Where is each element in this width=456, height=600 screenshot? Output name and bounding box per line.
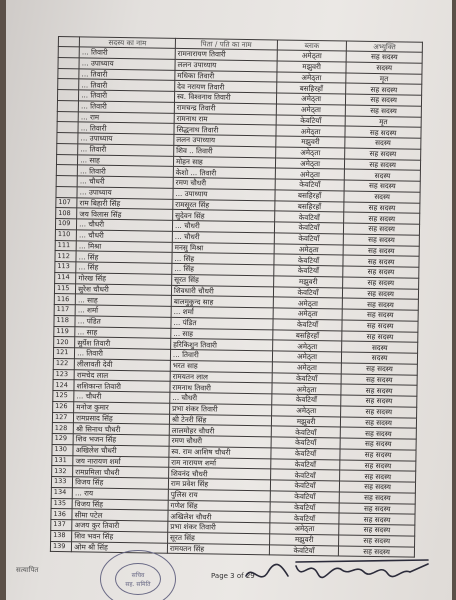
block-name: मझुवरी bbox=[273, 276, 343, 288]
father-name: शिवनंद चौधरी bbox=[169, 468, 271, 480]
serial-number: 135 bbox=[51, 498, 72, 509]
member-status: सह सदस्य bbox=[339, 535, 415, 547]
block-name: अमेठ्ता bbox=[272, 362, 342, 374]
serial-number bbox=[57, 111, 78, 122]
block-name: केवटियाँ bbox=[271, 448, 341, 460]
member-status: सह सदस्य bbox=[339, 545, 415, 557]
member-name: ... चौधरी bbox=[77, 176, 173, 188]
serial-number bbox=[58, 79, 79, 90]
member-status: सह सदस्य bbox=[343, 255, 419, 267]
father-name: स्व. विश्वनाथ तिवारी bbox=[174, 91, 276, 103]
father-name: पुलिस राय bbox=[168, 489, 270, 501]
father-name: रामनारायण तिवारी bbox=[175, 48, 277, 60]
block-name: केवटियाँ bbox=[270, 469, 340, 481]
member-status: सह सदस्य bbox=[343, 288, 419, 300]
member-status: सह सदस्य bbox=[344, 234, 420, 246]
serial-number: 136 bbox=[51, 509, 72, 520]
member-status: सह सदस्य bbox=[341, 427, 417, 439]
block-name: बसहिरहाँ bbox=[276, 82, 346, 94]
member-status: सह सदस्य bbox=[341, 416, 417, 428]
member-status: सह सदस्य bbox=[343, 298, 419, 310]
block-name: केवटियाँ bbox=[275, 179, 345, 191]
block-name: अमेठ्ता bbox=[271, 405, 341, 417]
member-name: ... सिंह bbox=[76, 262, 172, 274]
serial-number bbox=[56, 165, 77, 176]
father-name: ... शर्मा bbox=[171, 306, 273, 318]
father-name: मधिका तिवारी bbox=[175, 70, 277, 82]
father-name: ... साह bbox=[171, 328, 273, 340]
member-name: ... तिवारी bbox=[78, 144, 174, 156]
father-name: ... चौधरी bbox=[172, 220, 274, 232]
father-name: सुदेवन सिंह bbox=[173, 210, 275, 222]
father-name: ललन उपाध्याय bbox=[174, 134, 276, 146]
member-status: सह सदस्य bbox=[346, 51, 422, 63]
father-name: बालमुकुन्द साह bbox=[171, 296, 273, 308]
member-status: मृत bbox=[346, 73, 422, 85]
block-name: बसहिरहाँ bbox=[275, 200, 345, 212]
father-name: रामयतन सिंह bbox=[167, 543, 269, 555]
document-page bbox=[6, 0, 452, 600]
serial-number: 109 bbox=[55, 218, 76, 229]
serial-number: 111 bbox=[55, 240, 76, 251]
serial-number: 131 bbox=[52, 455, 73, 466]
member-name: ... तिवारी bbox=[75, 348, 171, 360]
father-name: शिवधारी चौधरी bbox=[171, 285, 273, 297]
block-name: अमेठ्ता bbox=[273, 308, 343, 320]
member-status: सह सदस्य bbox=[346, 94, 422, 106]
block-name: केवटियाँ bbox=[273, 319, 343, 331]
member-status: सह सदस्य bbox=[341, 406, 417, 418]
member-name: शिव भजन सिंह bbox=[73, 434, 169, 446]
member-name: ... तिवारी bbox=[79, 47, 175, 59]
block-name: केवटियाँ bbox=[271, 458, 341, 470]
member-status: सदस्य bbox=[345, 137, 421, 149]
member-name: विजय सिंह bbox=[72, 498, 168, 510]
father-name: ... सिंह bbox=[172, 263, 274, 275]
col-status-header: अभ्युक्ति bbox=[347, 41, 423, 52]
member-name: ओम श्री सिंह bbox=[72, 541, 168, 553]
member-status: सदस्य bbox=[342, 341, 418, 353]
serial-number: 114 bbox=[55, 272, 76, 283]
member-status: सह सदस्य bbox=[342, 363, 418, 375]
member-name: मनोज कुमार bbox=[74, 402, 170, 414]
father-name: रामयतन लाल bbox=[170, 371, 272, 383]
serial-number bbox=[58, 57, 79, 68]
member-name: ... तिवारी bbox=[78, 101, 174, 113]
father-name: ... उपाध्याय bbox=[173, 188, 275, 200]
block-name: मझुवरी bbox=[276, 136, 346, 148]
member-name: ... तिवारी bbox=[79, 90, 175, 102]
serial-number: 137 bbox=[51, 519, 72, 530]
table-body bbox=[50, 47, 422, 558]
block-name: अमेठ्ता bbox=[277, 50, 347, 62]
block-name: मझुवरी bbox=[277, 61, 347, 73]
father-name: अखिलेश चौधरी bbox=[168, 511, 270, 523]
serial-number: 127 bbox=[52, 412, 73, 423]
block-name: अमेठ्ता bbox=[269, 523, 339, 535]
father-name: सूरत सिंह bbox=[168, 532, 270, 544]
serial-number: 124 bbox=[53, 380, 74, 391]
father-name: राम प्रवेश सिंह bbox=[168, 478, 270, 490]
father-name: भरत साह bbox=[170, 360, 272, 372]
member-name: जय नारायण शर्मा bbox=[73, 455, 169, 467]
block-name: केवटियाँ bbox=[270, 491, 340, 503]
member-name: ... चौधरी bbox=[76, 230, 172, 242]
member-status: सह सदस्य bbox=[345, 159, 421, 171]
father-name: रामसूरत सिंह bbox=[173, 199, 275, 211]
member-status: सह सदस्य bbox=[342, 320, 418, 332]
member-status: सह सदस्य bbox=[340, 481, 416, 493]
member-name: ... तिवारी bbox=[78, 122, 174, 134]
member-name: राम बिहारी सिंह bbox=[77, 197, 173, 209]
serial-number: 116 bbox=[54, 294, 75, 305]
block-name: अमेठ्ता bbox=[275, 168, 345, 180]
member-name: ... चौधरी bbox=[74, 391, 170, 403]
block-name: अमेठ्ता bbox=[272, 340, 342, 352]
block-name: बसहिरहाँ bbox=[275, 190, 345, 202]
member-status: सह सदस्य bbox=[344, 223, 420, 235]
block-name: अमेठ्ता bbox=[277, 71, 347, 83]
serial-number: 125 bbox=[53, 390, 74, 401]
serial-number bbox=[58, 47, 79, 58]
official-stamp bbox=[100, 550, 176, 600]
serial-number: 133 bbox=[51, 476, 72, 487]
father-name: रामनाथ तिवारी bbox=[170, 382, 272, 394]
member-name: ... राय bbox=[72, 488, 168, 500]
serial-number: 132 bbox=[52, 466, 73, 477]
father-name: मोहन साह bbox=[173, 156, 275, 168]
stamp-inner-ring bbox=[115, 563, 161, 595]
serial-number: 117 bbox=[54, 304, 75, 315]
serial-number: 107 bbox=[56, 197, 77, 208]
serial-number: 134 bbox=[51, 487, 72, 498]
serial-number: 113 bbox=[55, 261, 76, 272]
father-name: शिव .. तिवारी bbox=[174, 145, 276, 157]
block-name: मझुवरी bbox=[269, 534, 339, 546]
member-status: सदस्य bbox=[345, 169, 421, 181]
block-name: केवटियाँ bbox=[273, 286, 343, 298]
member-name: गोरख सिंह bbox=[76, 273, 172, 285]
block-name: अमेठ्ता bbox=[276, 93, 346, 105]
block-name: केवटियाँ bbox=[276, 114, 346, 126]
member-name: रामप्रसाद सिंह bbox=[74, 412, 170, 424]
member-status: सह सदस्य bbox=[343, 266, 419, 278]
serial-number: 130 bbox=[52, 444, 73, 455]
member-status: सह सदस्य bbox=[344, 212, 420, 224]
serial-number bbox=[56, 186, 77, 197]
member-name: ... तिवारी bbox=[79, 79, 175, 91]
father-name: ललन उपाध्याय bbox=[175, 59, 277, 71]
block-name: केवटियाँ bbox=[274, 233, 344, 245]
serial-number bbox=[57, 132, 78, 143]
member-status: सह सदस्य bbox=[340, 449, 416, 461]
member-name: लीलावती देवी bbox=[74, 359, 170, 371]
serial-number bbox=[57, 122, 78, 133]
serial-number: 123 bbox=[53, 369, 74, 380]
father-name: स्व. राम आशिष चौधरी bbox=[169, 446, 271, 458]
member-name: रामप्रमिला चौधरी bbox=[73, 466, 169, 478]
serial-number: 122 bbox=[53, 358, 74, 369]
block-name: अमेठ्ता bbox=[275, 147, 345, 159]
member-name: ... उपाध्याय bbox=[78, 133, 174, 145]
member-status: सह सदस्य bbox=[340, 470, 416, 482]
member-status: सह सदस्य bbox=[346, 83, 422, 95]
member-name: ... साह bbox=[75, 294, 171, 306]
serial-number bbox=[56, 175, 77, 186]
serial-number: 112 bbox=[55, 251, 76, 262]
member-name: ... राम bbox=[78, 111, 174, 123]
member-status: सह सदस्य bbox=[346, 105, 422, 117]
father-name: सूरत सिंह bbox=[172, 274, 274, 286]
member-name: विजय सिंह bbox=[73, 477, 169, 489]
block-name: अमेठ्ता bbox=[272, 351, 342, 363]
block-name: केवटियाँ bbox=[271, 437, 341, 449]
stamp-text-line2: सह. समिति bbox=[125, 581, 151, 588]
serial-number: 128 bbox=[52, 423, 73, 434]
block-name: अमेठ्ता bbox=[276, 125, 346, 137]
member-status: सह सदस्य bbox=[342, 309, 418, 321]
serial-number: 121 bbox=[53, 347, 74, 358]
block-name: केवटियाँ bbox=[272, 394, 342, 406]
serial-number: 118 bbox=[54, 315, 75, 326]
member-name: शशिकान्त तिवारी bbox=[74, 380, 170, 392]
member-name: जय विलास सिंह bbox=[77, 208, 173, 220]
father-name: रामनाथ राम bbox=[174, 113, 276, 125]
member-name: अजय कुर तिवारी bbox=[72, 520, 168, 532]
block-name: अमेठ्ता bbox=[275, 157, 345, 169]
block-name: केवटियाँ bbox=[270, 501, 340, 513]
serial-number: 138 bbox=[51, 530, 72, 541]
member-status: सह सदस्य bbox=[343, 245, 419, 257]
block-name: मझुवरी bbox=[271, 415, 341, 427]
father-name: प्रभा शंकर तिवारी bbox=[170, 403, 272, 415]
member-name: सुरेश चौधरी bbox=[76, 283, 172, 295]
block-name: केवटियाँ bbox=[269, 544, 339, 556]
father-name: ... पंडित bbox=[171, 317, 273, 329]
member-name: ... मिश्रा bbox=[76, 240, 172, 252]
father-name: ... सिंह bbox=[172, 253, 274, 265]
serial-number: 115 bbox=[54, 283, 75, 294]
member-status: सह सदस्य bbox=[344, 202, 420, 214]
member-status: सह सदस्य bbox=[340, 438, 416, 450]
member-name: सुर्येश तिवारी bbox=[75, 337, 171, 349]
serial-number bbox=[56, 154, 77, 165]
member-status: मृत bbox=[345, 116, 421, 128]
member-status: सह सदस्य bbox=[340, 459, 416, 471]
block-name: अमेठ्ता bbox=[272, 383, 342, 395]
father-name: मनसु मिश्रा bbox=[172, 242, 274, 254]
serial-number bbox=[58, 68, 79, 79]
block-name: अमेठ्ता bbox=[276, 104, 346, 116]
serial-number: 110 bbox=[55, 229, 76, 240]
col-block-header: ब्लाक bbox=[277, 40, 347, 51]
block-name: केवटियाँ bbox=[274, 222, 344, 234]
col-serial-header bbox=[58, 37, 79, 47]
handwritten-signature bbox=[238, 552, 438, 596]
member-name: ... तिवारी bbox=[79, 68, 175, 80]
member-status: सह सदस्य bbox=[340, 492, 416, 504]
father-name: केशो ... तिवारी bbox=[173, 167, 275, 179]
member-status: सह सदस्य bbox=[341, 384, 417, 396]
serial-number: 120 bbox=[54, 337, 75, 348]
stamp-text-line1: सचिव bbox=[131, 572, 145, 579]
member-status: सह सदस्य bbox=[343, 277, 419, 289]
member-status: सह सदस्य bbox=[341, 373, 417, 385]
member-name: शिव भवन सिंह bbox=[72, 531, 168, 543]
serial-number: 129 bbox=[52, 433, 73, 444]
father-name: ... चौधरी bbox=[170, 392, 272, 404]
member-name: ... चौधरी bbox=[77, 219, 173, 231]
block-name: केवटियाँ bbox=[270, 512, 340, 524]
member-status: सह सदस्य bbox=[345, 126, 421, 138]
member-status: सह सदस्य bbox=[342, 331, 418, 343]
block-name: केवटियाँ bbox=[274, 254, 344, 266]
serial-number: 119 bbox=[54, 326, 75, 337]
col-father-name-header: पिता / पति का नाम bbox=[175, 38, 277, 50]
father-name: गणेश सिंह bbox=[168, 500, 270, 512]
member-status: सदस्य bbox=[342, 352, 418, 364]
member-name: ... सिंह bbox=[76, 251, 172, 263]
member-name: सीमा पटेल bbox=[72, 509, 168, 521]
father-name: ... तिवारी bbox=[170, 349, 272, 361]
member-status: सह सदस्य bbox=[345, 148, 421, 160]
father-name: श्री टेनरी सिंह bbox=[169, 414, 271, 426]
serial-number: 108 bbox=[56, 208, 77, 219]
member-status: सदस्य bbox=[344, 191, 420, 203]
member-name: ... उपाध्याय bbox=[79, 58, 175, 70]
block-name: अमेठ्ता bbox=[274, 243, 344, 255]
member-name: ... उपाध्याय bbox=[77, 187, 173, 199]
father-name: प्रभा शंकर तिवारी bbox=[168, 521, 270, 533]
member-name: श्री सिनाथ चौधरी bbox=[73, 423, 169, 435]
father-name: रमण चौधरी bbox=[169, 435, 271, 447]
block-name: केवटियाँ bbox=[270, 480, 340, 492]
member-status: सह सदस्य bbox=[339, 502, 415, 514]
page-number: Page 3 of 29 bbox=[211, 572, 255, 580]
serial-number: 139 bbox=[50, 541, 71, 552]
member-register-table bbox=[50, 36, 423, 558]
serial-number bbox=[57, 100, 78, 111]
block-name: केवटियाँ bbox=[272, 372, 342, 384]
block-name: बसहिरहाँ bbox=[273, 329, 343, 341]
father-name: लालमोहर चौधरी bbox=[169, 425, 271, 437]
member-status: सह सदस्य bbox=[339, 513, 415, 525]
father-name: रमण चौधरी bbox=[173, 177, 275, 189]
serial-number bbox=[57, 90, 78, 101]
serial-number: 126 bbox=[53, 401, 74, 412]
col-member-name-header: सदस्य का नाम bbox=[80, 37, 176, 49]
member-name: ... साह bbox=[78, 154, 174, 166]
member-name: ... साह bbox=[75, 326, 171, 338]
member-name: ... शर्मा bbox=[75, 305, 171, 317]
father-name: रामचन्द्र तिवारी bbox=[174, 102, 276, 114]
member-status: सह सदस्य bbox=[339, 524, 415, 536]
member-name: रामचेद लाल bbox=[74, 369, 170, 381]
father-name: राम नारायण शर्मा bbox=[169, 457, 271, 469]
block-name: अमेठ्ता bbox=[273, 297, 343, 309]
member-name: ... तिवारी bbox=[77, 165, 173, 177]
father-name: देव नरायण तिवारी bbox=[175, 81, 277, 93]
father-name: हरिकिशुन तिवारी bbox=[171, 339, 273, 351]
verification-note: सत्यापित bbox=[16, 566, 39, 574]
member-name: ... पंडित bbox=[75, 316, 171, 328]
father-name: ... चौधरी bbox=[172, 231, 274, 243]
serial-number bbox=[57, 143, 78, 154]
member-status: सह सदस्य bbox=[341, 395, 417, 407]
member-name: अखिलेश चौधरी bbox=[73, 445, 169, 457]
block-name: केवटियाँ bbox=[274, 211, 344, 223]
block-name: केवटियाँ bbox=[274, 265, 344, 277]
father-name: सिद्धनाथ तिवारी bbox=[174, 124, 276, 136]
member-status: सदस्य bbox=[346, 62, 422, 74]
member-status: सह सदस्य bbox=[344, 180, 420, 192]
block-name: केवटियाँ bbox=[271, 426, 341, 438]
